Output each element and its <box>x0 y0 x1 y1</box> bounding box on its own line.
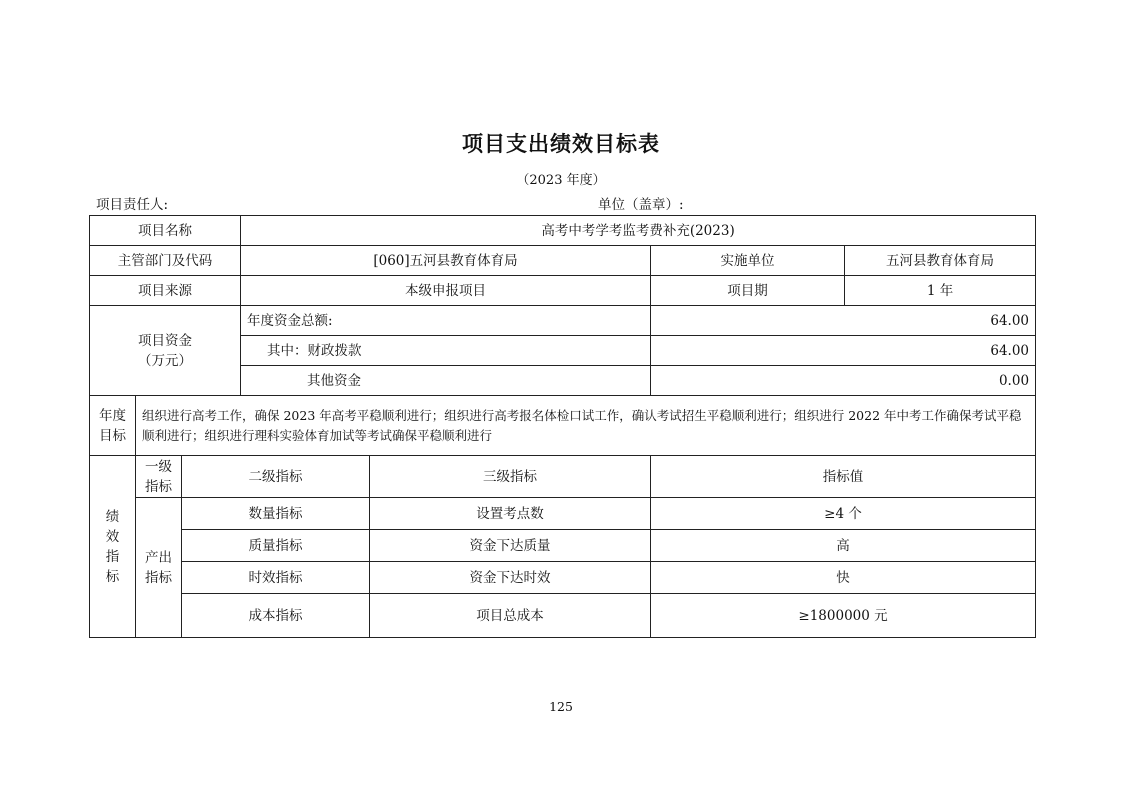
fund-fiscal-value: 64.00 <box>651 336 1036 366</box>
period-value: 1 年 <box>845 276 1036 306</box>
indicator-level2: 质量指标 <box>182 530 370 562</box>
source-value: 本级申报项目 <box>241 276 651 306</box>
indicator-level2: 成本指标 <box>182 594 370 638</box>
output-indicator-label <box>136 498 182 638</box>
fund-total-label: 年度资金总额: <box>241 306 651 336</box>
page-number: 125 <box>549 699 573 714</box>
dept-value: [060]五河县教育体育局 <box>241 246 651 276</box>
impl-unit-label: 实施单位 <box>651 246 845 276</box>
table-row <box>90 594 1036 638</box>
period-label: 项目期 <box>651 276 845 306</box>
fund-label-line2: （万元） <box>138 352 192 369</box>
header-value: 指标值 <box>651 456 1036 498</box>
indicator-value: ≥1800000 元 <box>651 594 1036 638</box>
fund-label-line1: 项目资金 <box>138 332 192 349</box>
source-label: 项目来源 <box>90 276 241 306</box>
header-level2: 二级指标 <box>182 456 370 498</box>
responsible-label: 项目责任人: <box>96 197 169 213</box>
indicator-level3: 资金下达质量 <box>370 530 651 562</box>
fund-other-value: 0.00 <box>651 366 1036 396</box>
header-level1-line2: 指标 <box>145 478 172 495</box>
indicator-value: ≥4 个 <box>651 498 1036 530</box>
performance-indicator-label <box>90 456 136 638</box>
indicator-level3: 资金下达时效 <box>370 562 651 594</box>
annual-goal-label-line2: 目标 <box>99 427 126 444</box>
perf-char-1: 绩 <box>105 508 120 525</box>
output-indicator-line2: 指标 <box>145 569 172 586</box>
year-label: （2023 年度） <box>516 173 606 188</box>
project-name-value: 高考中考学考监考费补充(2023) <box>241 216 1036 246</box>
indicator-level2: 时效指标 <box>182 562 370 594</box>
perf-char-3: 指 <box>105 548 120 565</box>
row-department <box>90 246 1036 276</box>
unit-seal-label: 单位（盖章）: <box>598 197 684 213</box>
row-indicator-header <box>90 456 1036 498</box>
annual-goal-label-line1: 年度 <box>99 407 126 424</box>
table-row <box>90 562 1036 594</box>
fund-other-label: 其他资金 <box>241 366 651 396</box>
indicator-level3: 项目总成本 <box>370 594 651 638</box>
header-level1 <box>136 456 182 498</box>
perf-char-2: 效 <box>105 528 120 545</box>
impl-unit-value: 五河县教育体育局 <box>845 246 1036 276</box>
performance-target-table <box>89 215 1036 638</box>
row-fund-total <box>90 306 1036 336</box>
indicator-value: 高 <box>651 530 1036 562</box>
row-annual-goal <box>90 396 1036 456</box>
fund-total-value: 64.00 <box>651 306 1036 336</box>
row-source <box>90 276 1036 306</box>
header-level3: 三级指标 <box>370 456 651 498</box>
fund-label <box>90 306 241 396</box>
annual-goal-label <box>90 396 136 456</box>
table-row <box>90 530 1036 562</box>
indicator-level2: 数量指标 <box>182 498 370 530</box>
row-project-name <box>90 216 1036 246</box>
table-row <box>90 498 1036 530</box>
indicator-level3: 设置考点数 <box>370 498 651 530</box>
output-indicator-line1: 产出 <box>145 549 172 566</box>
fund-fiscal-label: 其中：财政拨款 <box>241 336 651 366</box>
perf-char-4: 标 <box>105 568 120 585</box>
page-title: 项目支出绩效目标表 <box>462 132 660 156</box>
annual-goal-text: 组织进行高考工作，确保 2023 年高考平稳顺利进行；组织进行高考报名体检口试工作，确认考试招生平稳顺利进行；组织进行 2022 年中考工作确保考试平稳顺利进行；组织进行理科实验体育加试等考试确保平稳顺利进行 <box>136 396 1036 456</box>
indicator-value: 快 <box>651 562 1036 594</box>
project-name-label: 项目名称 <box>90 216 241 246</box>
dept-label: 主管部门及代码 <box>90 246 241 276</box>
header-level1-line1: 一级 <box>145 458 172 475</box>
